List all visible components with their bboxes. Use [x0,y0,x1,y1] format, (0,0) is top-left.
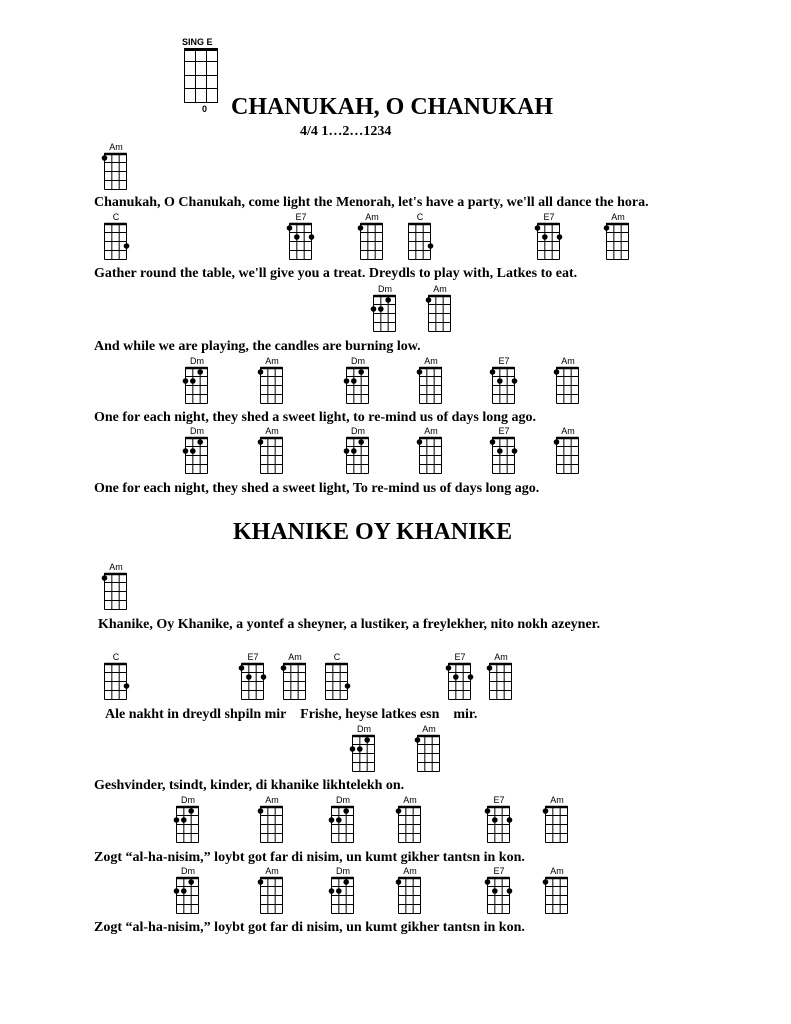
finger-dot [190,448,196,454]
finger-dot [557,234,563,240]
chord-grid [398,877,422,915]
finger-dot [345,683,351,689]
chord-diagram-dm [370,284,400,336]
song1-tempo: 4/4 1…2…1234 [300,124,392,139]
chord-diagram-e7 [484,795,514,847]
chord-grid [352,735,376,773]
chord-grid [492,437,516,475]
chord-grid [104,223,128,261]
chord-grid [398,806,422,844]
finger-dot [190,378,196,384]
chord-grid [606,223,630,261]
finger-dot [183,378,189,384]
chord-name: Dm [181,866,195,876]
chord-name: Dm [351,426,365,436]
chord-name: C [112,652,120,662]
finger-dot [258,369,264,375]
finger-dot [428,243,434,249]
chord-diagram-am [553,356,583,408]
chord-name: E7 [498,426,510,436]
chord-name: E7 [493,795,505,805]
finger-dot [246,674,252,680]
finger-dot [490,439,496,445]
finger-dot [490,369,496,375]
finger-dot [487,665,493,671]
chord-diagram-dm [328,795,358,847]
finger-dot [124,683,130,689]
finger-dot [415,737,421,743]
tuning-grid [184,48,220,103]
chord-diagram-am [553,426,583,478]
finger-dot [188,808,194,814]
finger-dot [507,888,513,894]
chord-grid [492,367,516,405]
song2-lyric-line-1: Khanike, Oy Khanike, a yontef a sheyner, a lustiker, a freylekher, nito nokh azeyner. [98,617,601,632]
chord-grid [373,295,397,333]
chord-name: Am [265,426,279,436]
chord-name: Am [403,866,417,876]
finger-dot [344,378,350,384]
chord-name: Am [611,212,625,222]
finger-dot [507,817,513,823]
finger-dot [358,225,364,231]
chord-diagram-am [257,356,287,408]
finger-dot [329,888,335,894]
chord-name: Am [424,426,438,436]
song2-lyric-line-5: Zogt “al-ha-nisim,” loybt got far di nisim, un kumt gikher tantsn in kon. [94,920,525,935]
chord-diagram-am [257,426,287,478]
chord-diagram-dm [349,724,379,776]
chord-name: C [333,652,341,662]
chord-grid [360,223,384,261]
chord-diagram-dm [182,356,212,408]
chord-name: E7 [493,866,505,876]
chord-name: E7 [543,212,555,222]
chord-grid [346,437,370,475]
chord-name: Dm [378,284,392,294]
chord-name: Am [403,795,417,805]
chord-diagram-am [357,212,387,264]
finger-dot [446,665,452,671]
chord-name: Dm [357,724,371,734]
chord-diagram-e7 [534,212,564,264]
chord-grid [487,806,511,844]
chord-diagram-dm [173,866,203,918]
chord-name: Dm [190,356,204,366]
chord-name: E7 [498,356,510,366]
finger-dot [492,888,498,894]
chord-grid [428,295,452,333]
chord-grid [176,877,200,915]
chord-name: Am [550,866,564,876]
finger-dot [485,879,491,885]
chord-diagram-am [395,795,425,847]
chord-diagram-e7 [489,356,519,408]
finger-dot [336,888,342,894]
chord-grid [408,223,432,261]
finger-dot [343,808,349,814]
chord-name: Dm [336,866,350,876]
chord-grid [346,367,370,405]
chord-diagram-e7 [445,652,475,704]
chord-diagram-c [405,212,435,264]
chord-name: E7 [295,212,307,222]
chord-diagram-am [257,866,287,918]
chord-grid [556,367,580,405]
chord-name: E7 [247,652,259,662]
chord-name: Am [422,724,436,734]
chord-diagram-dm [343,356,373,408]
chord-grid [331,877,355,915]
chord-diagram-am [486,652,516,704]
chord-diagram-c [101,652,131,704]
finger-dot [385,297,391,303]
tuning-open-label: 0 [202,104,208,114]
chord-diagram-e7 [489,426,519,478]
finger-dot [512,378,518,384]
song2-lyric-line-4: Zogt “al-ha-nisim,” loybt got far di nisim, un kumt gikher tantsn in kon. [94,850,525,865]
finger-dot [535,225,541,231]
chord-name: Am [109,142,123,152]
finger-dot [258,439,264,445]
chord-grid [185,367,209,405]
finger-dot [542,234,548,240]
song2-title: KHANIKE OY KHANIKE [233,519,513,545]
chord-diagram-am [101,142,131,194]
finger-dot [258,808,264,814]
chord-grid [487,877,511,915]
finger-dot [336,817,342,823]
finger-dot [287,225,293,231]
tuning-diagram [180,37,224,115]
finger-dot [174,888,180,894]
chord-name: Am [550,795,564,805]
song1-title: CHANUKAH, O CHANUKAH [231,94,553,120]
finger-dot [239,665,245,671]
chord-diagram-am [542,866,572,918]
chord-diagram-c [322,652,352,704]
chord-name: Am [561,426,575,436]
chord-name: C [416,212,424,222]
finger-dot [357,746,363,752]
finger-dot [102,155,108,161]
finger-dot [294,234,300,240]
song2-lyric-line-3: Geshvinder, tsindt, kinder, di khanike likhtelekh on. [94,778,405,793]
chord-name: Am [365,212,379,222]
finger-dot [543,879,549,885]
song1-lyric-line-4: One for each night, they shed a sweet light, to re-mind us of days long ago. [94,410,537,425]
chord-name: Dm [181,795,195,805]
chord-diagram-e7 [286,212,316,264]
finger-dot [344,448,350,454]
finger-dot [181,817,187,823]
chord-diagram-am [257,795,287,847]
finger-dot [343,879,349,885]
song1-lyric-line-3: And while we are playing, the candles are burning low. [94,339,421,354]
finger-dot [396,879,402,885]
chord-grid [241,663,265,701]
chord-diagram-dm [328,866,358,918]
finger-dot [358,369,364,375]
chord-name: Am [265,795,279,805]
chord-grid [185,437,209,475]
finger-dot [351,448,357,454]
chord-grid [325,663,349,701]
finger-dot [183,448,189,454]
chord-diagram-c [101,212,131,264]
chord-name: Am [265,866,279,876]
song1-lyric-line-5: One for each night, they shed a sweet light, To re-mind us of days long ago. [94,481,540,496]
chord-name: Am [424,356,438,366]
chord-grid [104,573,128,611]
chord-grid [545,877,569,915]
chord-grid [419,437,443,475]
chord-grid [289,223,313,261]
chord-diagram-am [395,866,425,918]
chord-diagram-dm [343,426,373,478]
chord-grid [260,806,284,844]
chord-diagram-am [280,652,310,704]
finger-dot [124,243,130,249]
finger-dot [371,306,377,312]
chord-diagram-am [416,356,446,408]
finger-dot [197,369,203,375]
finger-dot [329,817,335,823]
finger-dot [512,448,518,454]
finger-dot [417,439,423,445]
chord-diagram-e7 [238,652,268,704]
finger-dot [350,746,356,752]
chord-grid [489,663,513,701]
finger-dot [497,448,503,454]
chord-grid [556,437,580,475]
chord-diagram-am [416,426,446,478]
chord-grid [419,367,443,405]
chord-grid [417,735,441,773]
finger-dot [497,378,503,384]
chord-grid [545,806,569,844]
finger-dot [261,674,267,680]
song1-lyric-line-1: Chanukah, O Chanukah, come light the Menorah, let's have a party, we'll all dance the hora. [94,195,649,210]
chord-name: Dm [190,426,204,436]
finger-dot [351,378,357,384]
chord-diagram-dm [182,426,212,478]
finger-dot [358,439,364,445]
chord-diagram-am [101,562,131,614]
chord-name: Am [109,562,123,572]
chord-grid [331,806,355,844]
chord-diagram-am [414,724,444,776]
song1-lyric-line-2: Gather round the table, we'll give you a treat. Dreydls to play with, Latkes to eat. [94,266,578,281]
finger-dot [174,817,180,823]
finger-dot [281,665,287,671]
finger-dot [485,808,491,814]
chord-grid [537,223,561,261]
chord-diagram-am [603,212,633,264]
chord-diagram-am [425,284,455,336]
chord-grid [104,153,128,191]
chord-diagram-dm [173,795,203,847]
finger-dot [604,225,610,231]
finger-dot [554,369,560,375]
finger-dot [258,879,264,885]
chord-name: Dm [351,356,365,366]
chord-name: E7 [454,652,466,662]
finger-dot [417,369,423,375]
chord-grid [260,437,284,475]
chord-name: Dm [336,795,350,805]
finger-dot [181,888,187,894]
chord-name: Am [288,652,302,662]
finger-dot [197,439,203,445]
finger-dot [309,234,315,240]
finger-dot [364,737,370,743]
finger-dot [426,297,432,303]
finger-dot [378,306,384,312]
chord-diagram-am [542,795,572,847]
tuning-label: SING E [182,37,213,47]
song2-lyric-line-2: Ale nakht in dreydl shpiln mir Frishe, heyse latkes esn mir. [105,707,478,722]
chord-grid [104,663,128,701]
chord-name: Am [265,356,279,366]
finger-dot [188,879,194,885]
finger-dot [102,575,108,581]
chord-name: C [112,212,120,222]
finger-dot [492,817,498,823]
finger-dot [554,439,560,445]
chord-grid [448,663,472,701]
chord-grid [260,367,284,405]
finger-dot [453,674,459,680]
chord-name: Am [561,356,575,366]
chord-grid [260,877,284,915]
finger-dot [543,808,549,814]
chord-name: Am [433,284,447,294]
chord-name: Am [494,652,508,662]
chord-grid [176,806,200,844]
chord-grid [283,663,307,701]
finger-dot [396,808,402,814]
finger-dot [468,674,474,680]
chord-diagram-e7 [484,866,514,918]
